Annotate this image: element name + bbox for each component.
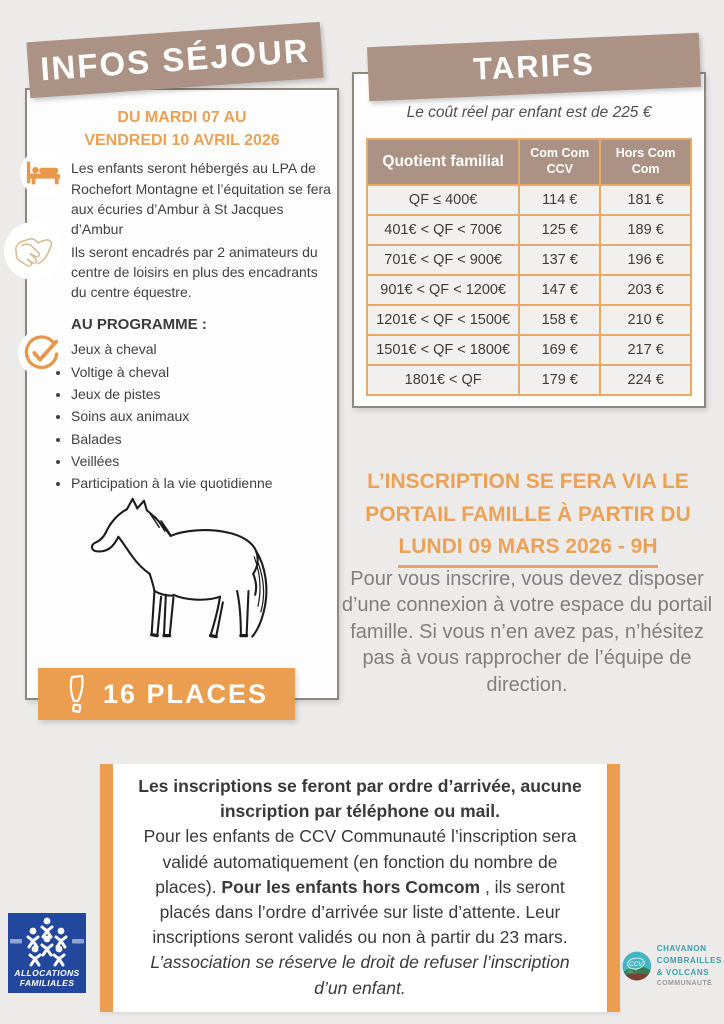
ccv-text-line3: & VOLCANS: [656, 967, 710, 977]
infos-sejour-banner: [26, 22, 323, 98]
check-circle-icon: [18, 330, 64, 376]
places-banner: [38, 668, 295, 720]
tarifs-col-header: Com Com CCV: [519, 139, 600, 185]
caf-text-line2: FAMILIALES: [19, 978, 75, 989]
caf-logo-text: [14, 968, 79, 989]
tarifs-cell: 179 €: [519, 365, 600, 395]
tarifs-cell: 1801€ < QF: [367, 365, 519, 395]
stay-dates: [33, 106, 331, 152]
rules-intro: Les inscriptions se feront par ordre d’arrivée, aucune inscription par téléphone ou mail.: [138, 776, 582, 822]
registration-rules-box: [100, 764, 620, 1012]
tarifs-header-row: [367, 139, 691, 185]
list-item: • Balades: [71, 429, 331, 449]
tarifs-cell: 203 €: [600, 275, 691, 305]
ccv-logo-text: [657, 943, 722, 990]
tarifs-cell: 181 €: [600, 185, 691, 215]
handshake-icon: [4, 222, 62, 280]
tarifs-cell: 137 €: [519, 245, 600, 275]
tarifs-cell: 401€ < QF < 700€: [367, 215, 519, 245]
rules-body: [133, 824, 587, 950]
list-item: • Ils seront encadrés par 2 animateurs du centre de loisirs en plus des encadrants du centre équestre.: [71, 242, 331, 303]
inscription-heading: [338, 466, 718, 568]
portal-paragraph: Pour vous inscrire, vous devez disposer d’une connexion à votre espace du portail famille. Si vous n’en avez pas, n’hésitez pas à vous rapprocher de l’équipe de direction.: [341, 568, 713, 696]
rules-body-part1: Pour les enfants de CCV Communauté l’inscription sera validé automatiquement (en fonction du nombre de places).: [143, 826, 577, 897]
infos-content: [25, 100, 339, 653]
rules-body-part2: , ils seront placés dans l’ordre d’arrivée sur liste d’attente. Leur inscriptions seront validés ou non à partir du 23 mars.: [152, 876, 568, 948]
horse-illustration: [25, 496, 339, 653]
tarifs-cell: 701€ < QF < 900€: [367, 245, 519, 275]
tarifs-cell: 125 €: [519, 215, 600, 245]
inscription-line1: L’INSCRIPTION SE FERA VIA LE: [367, 470, 689, 493]
rules-body-bold: Pour les enfants hors Comcom: [221, 876, 481, 897]
horse-drawing-icon: [66, 496, 298, 648]
ccv-logo: [622, 930, 722, 1002]
inscription-date-underlined: LUNDI 09 MARS 2026 - 9H: [398, 531, 657, 568]
stay-bullet-list: [25, 158, 339, 302]
tarifs-cell: 158 €: [519, 305, 600, 335]
program-list: [25, 339, 339, 493]
tarifs-row: [367, 335, 691, 365]
tarifs-cell: 210 €: [600, 305, 691, 335]
list-item: • Jeux de pistes: [71, 384, 331, 404]
tarifs-table-body: [367, 185, 691, 395]
tarifs-cell: 189 €: [600, 215, 691, 245]
tarifs-cell: 196 €: [600, 245, 691, 275]
tarifs-row: [367, 365, 691, 395]
list-item: • Voltige à cheval: [71, 362, 331, 382]
tarifs-title: TARIFS: [472, 46, 596, 87]
infos-sejour-title: INFOS SÉJOUR: [39, 31, 311, 88]
tarifs-row: [367, 305, 691, 335]
stay-dates-line1: DU MARDI 07 AU: [117, 109, 247, 126]
bed-icon: [20, 150, 66, 196]
tarifs-cell: 1501€ < QF < 1800€: [367, 335, 519, 365]
ccv-circle-label: CCV: [629, 961, 643, 968]
tarifs-cell: 147 €: [519, 275, 600, 305]
ccv-text-line4: COMMUNAUTÉ: [656, 979, 713, 987]
places-count-label: 16 PLACES: [102, 678, 269, 709]
caf-logo: [8, 913, 86, 993]
list-item: • Jeux à cheval: [71, 339, 331, 359]
tarifs-col-header: Hors Com Com: [600, 139, 691, 185]
ccv-text-line2: COMBRAILLES: [656, 955, 722, 965]
tarifs-row: [367, 185, 691, 215]
program-title: AU PROGRAMME :: [71, 316, 207, 334]
tarifs-table-head: [367, 139, 691, 185]
tarifs-row: [367, 215, 691, 245]
list-item: • Soins aux animaux: [71, 406, 331, 426]
caf-figures-icon: [8, 915, 86, 971]
tarifs-table: [366, 138, 692, 396]
ccv-text-line1: CHAVANON: [656, 943, 707, 953]
tarifs-cell: 901€ < QF < 1200€: [367, 275, 519, 305]
tarifs-row: [367, 245, 691, 275]
caf-text-line1: ALLOCATIONS: [14, 967, 80, 978]
list-item: • Veillées: [71, 451, 331, 471]
ccv-emblem-icon: [622, 937, 652, 995]
list-item: • Participation à la vie quotidienne: [71, 473, 331, 493]
list-item: • Les enfants seront hébergés au LPA de Rochefort Montagne et l’équitation se fera aux écuries d’Ambur à St Jacques d’Ambur: [71, 158, 331, 239]
tarifs-cell: 224 €: [600, 365, 691, 395]
tarifs-col-header: Quotient familial: [367, 139, 519, 185]
rules-note: L’association se réserve le droit de refuser l’inscription d’un enfant.: [150, 952, 570, 998]
cost-subtitle: Le coût réel par enfant est de 225 €: [406, 104, 652, 121]
tarifs-cell: 114 €: [519, 185, 600, 215]
tarifs-cell: QF ≤ 400€: [367, 185, 519, 215]
tarifs-cell: 217 €: [600, 335, 691, 365]
exclamation-icon: [65, 674, 87, 714]
tarifs-cell: 169 €: [519, 335, 600, 365]
stay-dates-line2: VENDREDI 10 AVRIL 2026: [84, 132, 280, 150]
tarifs-cell: 1201€ < QF < 1500€: [367, 305, 519, 335]
tarifs-row: [367, 275, 691, 305]
inscription-line2: PORTAIL FAMILLE À PARTIR DU: [365, 502, 691, 526]
